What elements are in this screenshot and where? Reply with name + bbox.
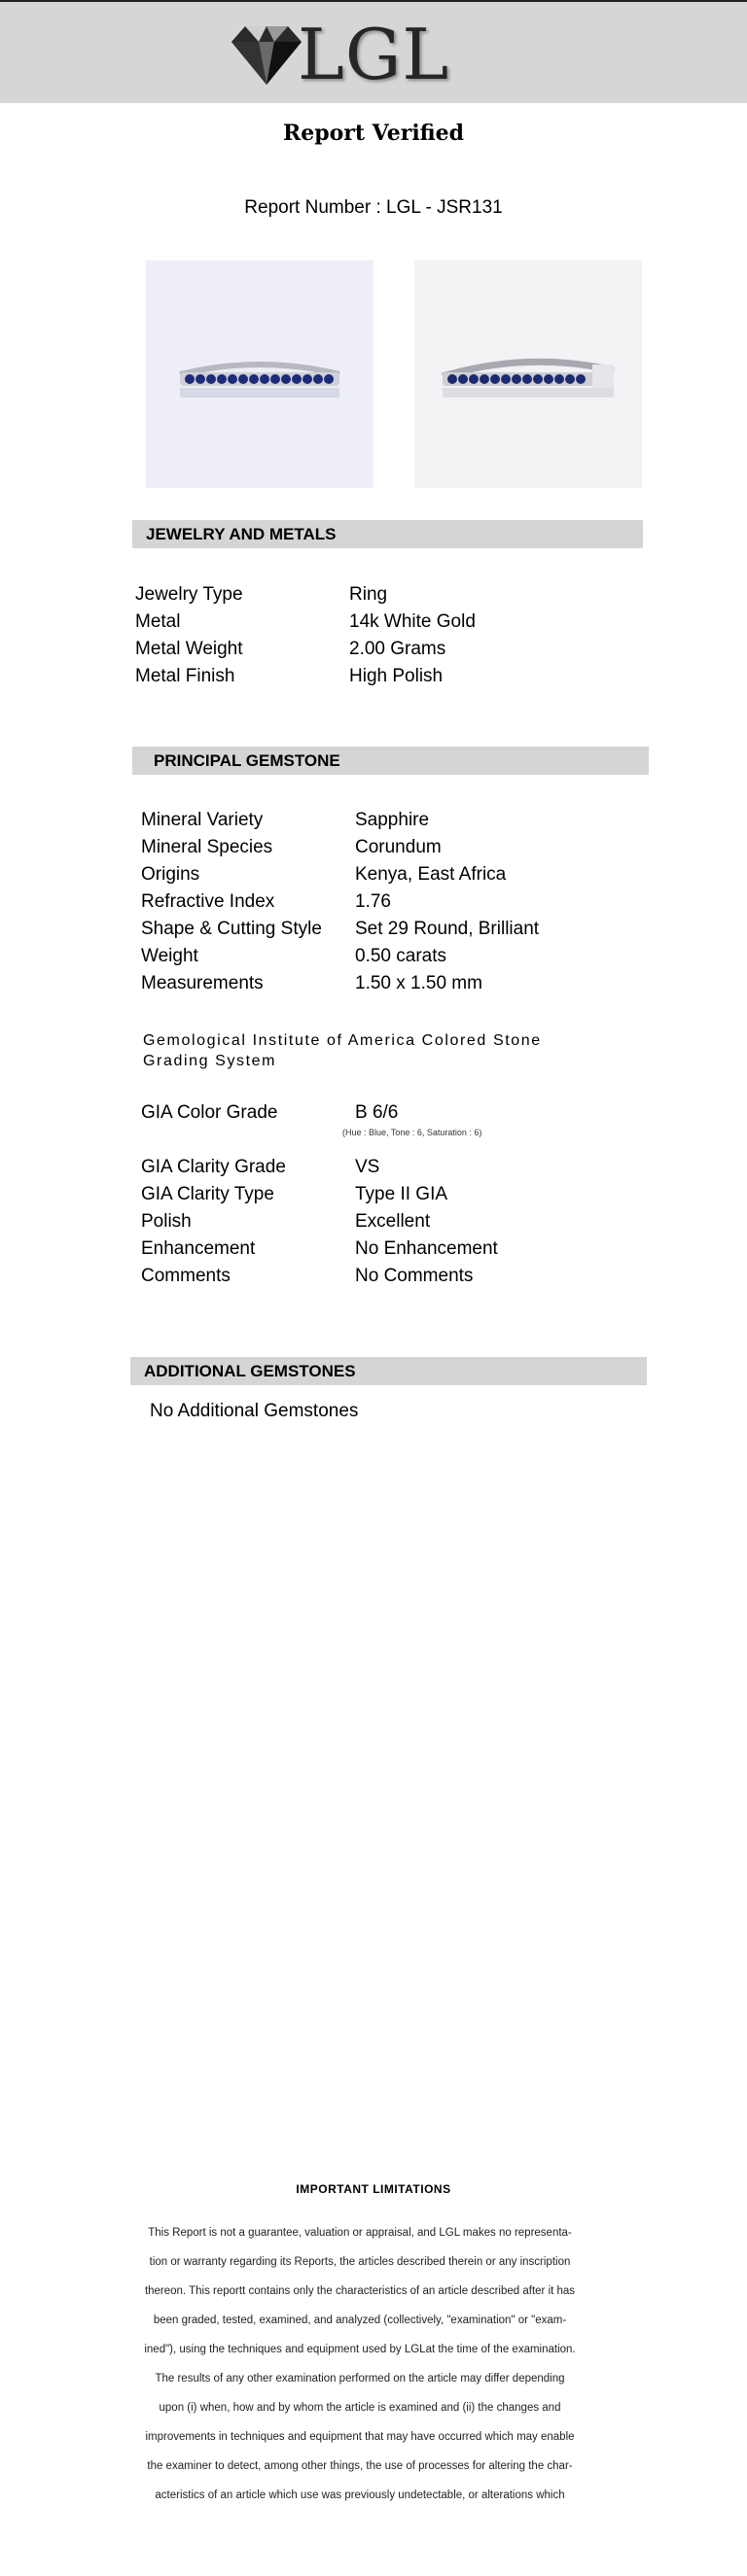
logo-text: LGL	[298, 14, 450, 95]
row-label: Metal	[135, 611, 181, 632]
row-label: Mineral Variety	[141, 810, 264, 830]
row-label: Polish	[141, 1211, 192, 1232]
section-additional-gemstones	[130, 1357, 647, 1385]
row-label: Shape & Cutting Style	[141, 919, 322, 939]
row-value: No Comments	[355, 1266, 474, 1286]
row-label: No Additional Gemstones	[150, 1401, 359, 1421]
limitations-line: This Report is not a guarantee, valuation or appraisal, and LGL makes no representa-	[148, 2227, 572, 2239]
row-value: 1.76	[355, 891, 391, 912]
section-jewelry-metals	[132, 520, 643, 548]
row-label: Enhancement	[141, 1238, 256, 1259]
row-label: Comments	[141, 1266, 231, 1286]
limitations-text	[97, 2218, 622, 2510]
ring-side-image	[431, 335, 625, 413]
row-value: Set 29 Round, Brilliant	[355, 919, 540, 939]
section-heading: PRINCIPAL GEMSTONE	[154, 751, 340, 770]
row-label: Weight	[141, 946, 198, 966]
row-label: Metal Finish	[135, 666, 235, 686]
row-label: GIA Clarity Type	[141, 1184, 274, 1204]
header-banner	[0, 0, 747, 103]
section-heading: ADDITIONAL GEMSTONES	[144, 1362, 356, 1380]
row-label: Refractive Index	[141, 891, 275, 912]
diamond-icon	[226, 20, 307, 88]
limitations-line: acteristics of an article which use was previously undetectable, or alterations which	[155, 2489, 565, 2501]
row-value: High Polish	[349, 666, 444, 686]
ring-photo-side	[414, 261, 642, 488]
report-number: Report Number : LGL - JSR131	[244, 197, 503, 218]
ring-front-image	[162, 335, 357, 413]
row-label: Measurements	[141, 973, 264, 993]
row-value: Sapphire	[355, 810, 430, 830]
row-label: Origins	[141, 864, 200, 885]
row-value: B 6/6	[355, 1102, 399, 1123]
row-value: Excellent	[355, 1211, 431, 1232]
limitations-line: ined"), using the techniques and equipment used by LGLat the time of the examination.	[144, 2344, 576, 2355]
row-label: GIA Clarity Grade	[141, 1157, 286, 1177]
limitations-line: improvements in techniques and equipment that may have occurred which may enable	[145, 2431, 575, 2443]
section-heading: JEWELRY AND METALS	[146, 525, 337, 543]
limitations-heading: IMPORTANT LIMITATIONS	[296, 2182, 451, 2196]
row-value: No Enhancement	[355, 1238, 498, 1259]
row-value: VS	[355, 1157, 380, 1177]
row-value: Kenya, East Africa	[355, 864, 507, 885]
row-value: 0.50 carats	[355, 946, 446, 966]
limitations-line: tion or warranty regarding its Reports, the articles described therein or any inscription	[149, 2256, 571, 2268]
limitations-line: the examiner to detect, among other things, the use of processes for altering the char-	[147, 2460, 573, 2472]
gia-grading-system-title: Gemological Institute of America Colored Stone Grading System	[143, 1032, 542, 1069]
row-label: Mineral Species	[141, 837, 273, 857]
limitations-line: upon (i) when, how and by whom the article is examined and (ii) the changes and	[159, 2402, 561, 2414]
row-label: GIA Color Grade	[141, 1102, 278, 1123]
limitations-line: The results of any other examination performed on the article may differ depending	[155, 2373, 565, 2385]
row-label: Metal Weight	[135, 639, 243, 659]
row-value: 2.00 Grams	[349, 639, 446, 659]
row-label: Jewelry Type	[135, 584, 243, 605]
color-grade-note: (Hue : Blue, Tone : 6, Saturation : 6)	[342, 1128, 482, 1137]
row-value: Ring	[349, 584, 388, 605]
limitations-line: thereon. This reportt contains only the characteristics of an article described after it has	[144, 2285, 576, 2297]
ring-photo-front	[146, 261, 374, 488]
row-value: Corundum	[355, 837, 442, 857]
row-value: Type II GIA	[355, 1184, 448, 1204]
page-title: Report Verified	[282, 121, 465, 146]
row-value: 1.50 x 1.50 mm	[355, 973, 482, 993]
limitations-line: been graded, tested, examined, and analyzed (collectively, "examination" or "exam-	[153, 2315, 567, 2326]
section-principal-gemstone	[132, 747, 649, 775]
row-value: 14k White Gold	[349, 611, 476, 632]
lgl-logo	[226, 14, 450, 95]
